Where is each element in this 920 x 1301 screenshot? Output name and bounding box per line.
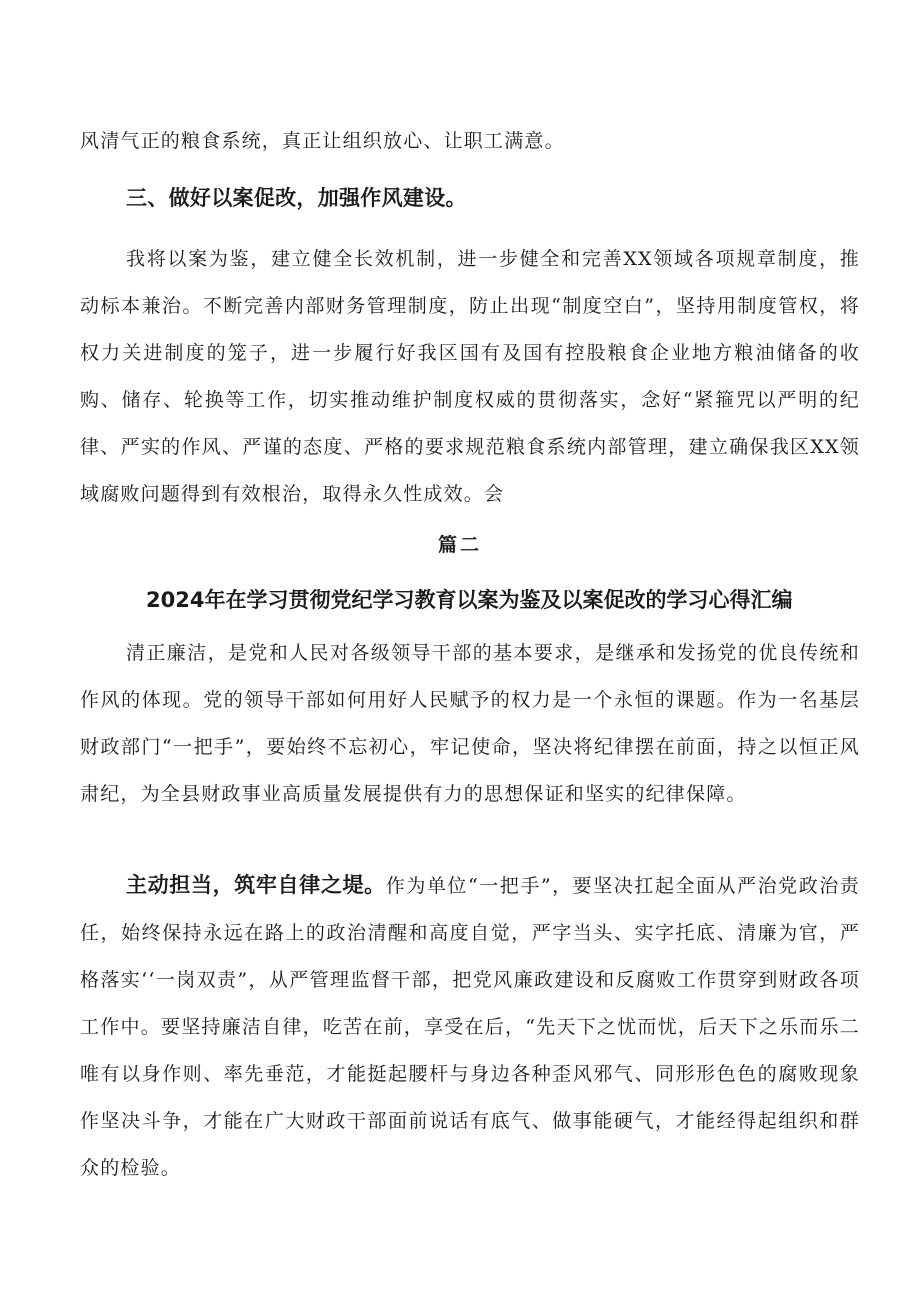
part-label: 篇二	[437, 534, 482, 556]
section-body-paragraph: 我将以案为鉴，建立健全长效机制，进一步健全和完善XX领域各项规章制度，推动标本兼治。不断完善内部财务管理制度，防止出现“制度空白”，坚持用制度管权，将权力关进制度的笼子，进一步履行好我区国有及国有控股粮食企业地方粮油储备的收购、储存、轮换等工作，切实推动维护制度权威的贯彻落实，念好“紧箍咒以严明的纪律、严实的作风、严谨的态度、严格的要求规范粮食系统内部管理，建立确保我区XX领域腐败问题得到有效根治，取得永久性成效。会	[80, 248, 860, 505]
document-title: 2024年在学习贯彻党纪学习教育以案为鉴及以案促改的学习心得汇编	[146, 588, 793, 612]
fragment-paragraph: 风清气正的粮食系统，真正让组织放心、让职工满意。	[80, 130, 565, 152]
lead-paragraph-body: 作为单位“一把手”，要坚决扛起全面从严治党政治责任，始终保持永远在路上的政治清醒和高度自觉，严字当头、实字托底、清廉为官，严格落实‘‘一岗双责”，从严管理监督干部，把党风廉政建设和反腐败工作贯穿到财政各项工作中。要坚持廉洁自律，吃苦在前，享受在后，“先天下之忧而忧，后天下之乐而乐二唯有以身作则、率先垂范，才能挺起腰杆与身边各种歪风邪气、同形形色色的腐败现象作坚决斗争，才能在广大财政干部面前说话有底气、做事能硬气，才能经得起组织和群众的检验。	[80, 875, 860, 1179]
section-heading: 三、做好以案促改，加强作风建设。	[126, 186, 467, 210]
intro-paragraph: 清正廉洁，是党和人民对各级领导干部的基本要求，是继承和发扬党的优良传统和作风的体现。党的领导干部如何用好人民赋予的权力是一个永恒的课题。作为一名基层财政部门“一把手”，要始终不忘初心，牢记使命，坚决将纪律摆在前面，持之以恒正风肃纪，为全县财政事业高质量发展提供有力的思想保证和坚实的纪律保障。	[80, 642, 860, 805]
lead-paragraph	[80, 862, 860, 1192]
lead-heading: 主动担当，筑牢自律之堤。	[126, 873, 386, 897]
